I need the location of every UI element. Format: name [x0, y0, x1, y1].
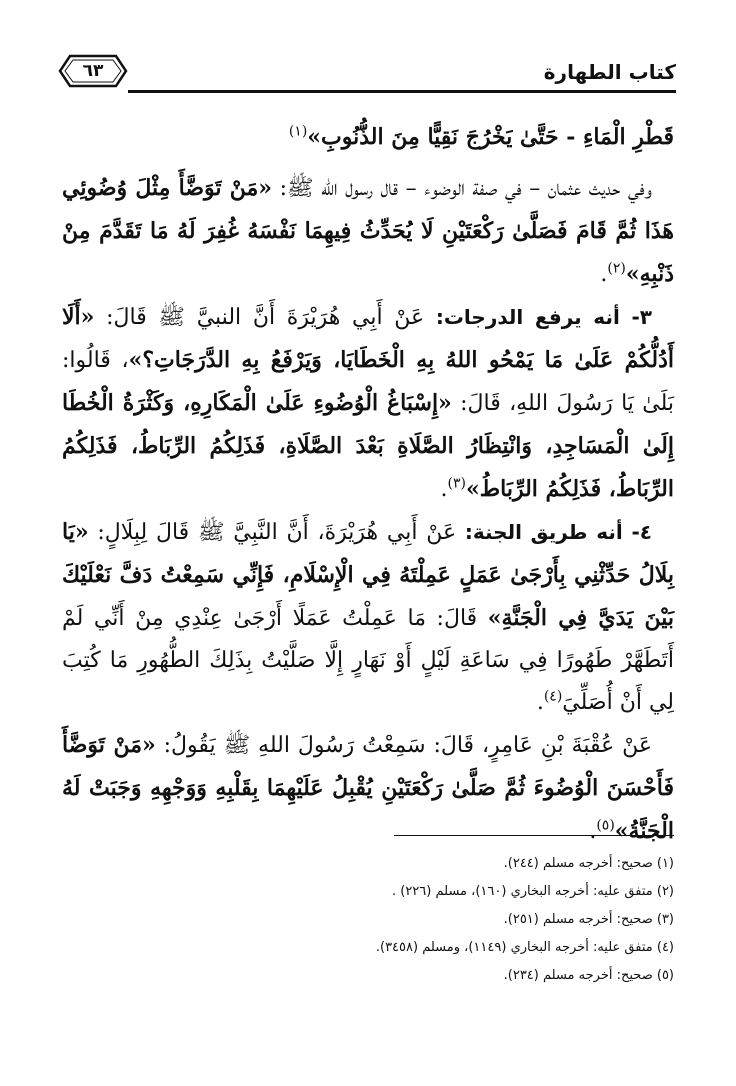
- paragraph-2: [62, 167, 674, 296]
- footnote-3: (٣) صحيح: أخرجه مسلم (٢٥١).: [503, 912, 674, 927]
- paragraph-3-intro: عَنْ أَبِي هُرَيْرَةَ أَنَّ النبيَّ ﷺ قَالَ:: [94, 305, 425, 330]
- footnote-ref-4: (٤): [543, 688, 563, 705]
- paragraph-3-mid: ، قَالُوا: بَلَىٰ يَا رَسُولَ اللهِ، قَالَ:: [62, 348, 674, 416]
- footnote-ref-3: (٣): [447, 475, 467, 492]
- page-number-badge: [58, 54, 128, 88]
- paragraph-3-quote-2: «إِسْبَاغُ الْوُضُوءِ عَلَىٰ الْمَكَارِهِ، وَكَثْرَةُ الْخُطَا إِلَىٰ الْمَسَاجِدِ، وَانْتِظَارُ الصَّلَاةِ بَعْدَ الصَّلَاةِ، فَذَلِكُمُ الرِّبَاطُ، فَذَلِكُمُ الرِّبَاطُ، فَذَلِكُمُ الرِّبَاطُ»: [62, 390, 674, 502]
- paragraph-4-heading: ٤- أنه طريق الجنة:: [456, 520, 652, 544]
- paragraph-5-tail: .: [589, 819, 597, 844]
- footnote-ref-5: (٥): [596, 817, 615, 834]
- paragraph-4-intro: عَنْ أَبِي هُرَيْرَةَ، أَنَّ النَّبِيَّ ﷺ قَالَ لِبِلَالٍ:: [88, 520, 457, 545]
- paragraph-4: [62, 511, 674, 724]
- page-header: [58, 44, 676, 96]
- footnote-2: (٢) متفق عليه: أخرجه البخاري (١٦٠)، مسلم (٢٢٦) .: [391, 884, 674, 899]
- footnote-ref-2: (٢): [607, 260, 626, 277]
- paragraph-1: [62, 116, 674, 159]
- paragraph-2-quote: «مَنْ تَوَضَّأَ مِثْلَ وُضُوئِي هَذَا ثُمَّ قَامَ فَصَلَّىٰ رَكْعَتَيْنِ لَا يُحَدِّثُ فِيهِمَا نَفْسَهُ غُفِرَ لَهُ مَا تَقَدَّمَ مِنْ ذَنْبِهِ»: [62, 175, 674, 287]
- paragraph-2-tail: .: [600, 262, 608, 287]
- paragraph-4-quote: «يَا بِلَالُ حَدِّثْنِي بِأَرْجَىٰ عَمَلٍ عَمِلْتَهُ فِي الْإِسْلَامِ، فَإِنِّي سَمِعْتُ دَفَّ نَعْلَيْكَ بَيْنَ يَدَيَّ فِي الْجَنَّةِ»: [62, 519, 675, 631]
- paragraph-3: [62, 296, 674, 511]
- footnote-separator: [394, 835, 674, 836]
- paragraph-3-heading: ٣- أنه يرفع الدرجات:: [424, 305, 652, 329]
- book-title: كتاب الطهارة: [543, 60, 676, 84]
- paragraph-2-intro: وفي حديث عثمان – في صفة الوضوء – قال رسول الله ﷺ:: [272, 176, 652, 201]
- paragraph-4-rest: قَالَ: مَا عَمِلْتُ عَمَلًا أَرْجَىٰ عِنْدِي مِنْ أَنِّي لَمْ أَتَطَهَّرْ طَهُورًا فِي سَاعَةِ لَيْلٍ أَوْ نَهَارٍ إِلَّا صَلَّيْتُ بِذَلِكَ الطُّهُورِ مَا كُتِبَ لِي أَنْ أُصَلِّيَ: [62, 606, 674, 715]
- main-text: [62, 116, 674, 853]
- paragraph-3-tail: .: [440, 477, 448, 502]
- footnotes: [62, 850, 674, 990]
- paragraph-5: [62, 724, 674, 853]
- footnote-4: (٤) متفق عليه: أخرجه البخاري (١١٤٩)، ومسلم (٣٤٥٨).: [375, 940, 674, 955]
- paragraph-4-tail: .: [536, 690, 544, 715]
- paragraph-5-intro: عَنْ عُقْبَةَ بْنِ عَامِرٍ، قَالَ: سَمِعْتُ رَسُولَ اللهِ ﷺ يَقُولُ:: [155, 733, 653, 758]
- footnote-1: (١) صحيح: أخرجه مسلم (٢٤٤).: [503, 856, 674, 871]
- paragraph-5-quote: «مَنْ تَوَضَّأَ فَأَحْسَنَ الْوُضُوءَ ثُمَّ صَلَّىٰ رَكْعَتَيْنِ يُقْبِلُ عَلَيْهِمَا بِقَلْبِهِ وَوَجْهِهِ وَجَبَتْ لَهُ الْجَنَّةُ»: [62, 732, 674, 844]
- paragraph-1-text: قَطْرِ الْمَاءِ - حَتَّىٰ يَخْرُجَ نَقِيًّا مِنَ الذُّنُوبِ»: [307, 124, 674, 150]
- header-rule: [138, 90, 676, 93]
- page-number: ٦٣: [82, 61, 104, 81]
- footnote-ref-1: (١): [288, 123, 308, 140]
- paragraph-3-quote: «أَلَا أَدُلُّكُمْ عَلَىٰ مَا يَمْحُو اللهُ بِهِ الْخَطَايَا، وَيَرْفَعُ بِهِ الدَّرَجَاتِ؟»: [62, 304, 674, 373]
- footnote-5: (٥) صحيح: أخرجه مسلم (٢٣٤).: [503, 968, 674, 983]
